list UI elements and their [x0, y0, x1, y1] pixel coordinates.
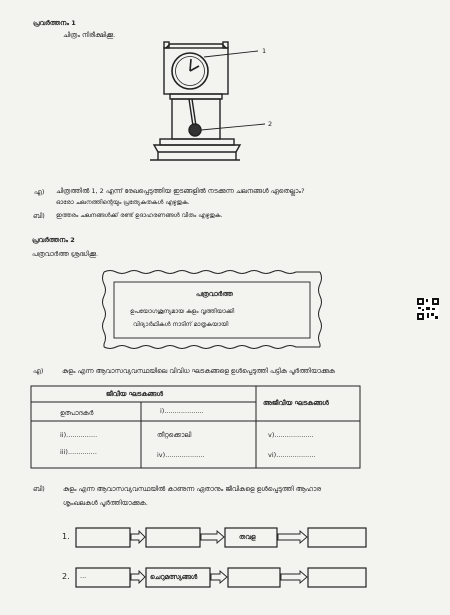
activity1-question-b: ഇത്തരം ചലനങ്ങൾക്ക് രണ്ട് ഉദാഹരണങ്ങൾ വീതം എഴുതുക. [56, 212, 223, 219]
food-chain-2-number: 2. [62, 572, 70, 581]
activity1-instruction: ചിത്രം നിരീക്ഷിക്കൂ. [63, 31, 116, 39]
table-cell-example: തീറ്റക്കൊലി [157, 431, 192, 439]
news-line-2: വിദ്യാർഥികൾ നാടിന് മാതൃകയായി [133, 321, 229, 328]
food-chain-2-known: ചെറുമത്സ്യങ്ങൾ [150, 573, 198, 581]
activity1-question-b-marker: ബി) [33, 212, 45, 220]
activity2-question-a: കുളം എന്ന ആവാസവ്യവസ്ഥയിലെ വിവിധ ഘടകങ്ങളെ ഉൾപ്പെടുത്തി പട്ടിക പൂർത്തിയാക്കുക [62, 367, 335, 375]
table-cell-ii[interactable]: ii)............... [60, 431, 98, 439]
activity2-question-a-marker: എ) [33, 367, 44, 375]
activity2-question-b: കുളം എന്ന ആവാസവ്യവസ്ഥയിൽ കാണുന്ന ഏതാനും ജീവികളെ ഉൾപ്പെടുത്തി ആഹാര [63, 485, 322, 493]
activity2-heading: പ്രവർത്തനം 2 [32, 236, 75, 244]
food-chain-1-number: 1. [62, 532, 70, 541]
food-chain-2-first[interactable]: ... [80, 572, 87, 580]
table-subheader-producers: ഉത്പാദകർ [60, 409, 94, 417]
table-cell-i[interactable]: i)................... [160, 407, 204, 415]
table-header-abiotic: അജീവീയ ഘടകങ്ങൾ [263, 399, 329, 407]
clock-label-2: 2 [268, 120, 273, 128]
news-line-1: ഉപയോഗശൂന്യമായ കുളം വൃത്തിയാക്കി [130, 308, 235, 315]
table-cell-iii[interactable]: iii).............. [60, 448, 97, 456]
activity1-question-a-sub: ഓരോ ചലനത്തിന്റെയും പ്രത്യേകതകൾ എഴുതുക. [56, 199, 190, 206]
table-cell-v[interactable]: v)................... [268, 431, 314, 439]
clock-label-1: 1 [262, 47, 267, 55]
table-header-biotic: ജീവീയ ഘടകങ്ങൾ [106, 390, 163, 398]
table-cell-iv[interactable]: iv)................... [157, 451, 205, 459]
table-cell-vi[interactable]: vi)................... [268, 451, 316, 459]
activity2-question-b-line2: ശൃംഖലകൾ പൂർത്തിയാക്കുക. [63, 499, 148, 507]
food-chain-1-known: തവള [239, 533, 256, 541]
activity1-heading: പ്രവർത്തനം 1 [33, 19, 76, 27]
news-title: പത്രവാർത്ത [196, 290, 233, 298]
activity2-question-b-marker: ബി) [33, 485, 45, 493]
activity1-question-a: ചിത്രത്തിൽ 1, 2 എന്ന് രേഖപ്പെടുത്തിയ ഇടങ്ങളിൽ നടക്കുന്ന ചലനങ്ങൾ ഏതെല്ലാം? [56, 187, 305, 195]
activity1-question-a-marker: എ) [34, 188, 45, 196]
activity2-instruction: പത്രവാർത്ത ശ്രദ്ധിക്കൂ. [32, 250, 99, 258]
